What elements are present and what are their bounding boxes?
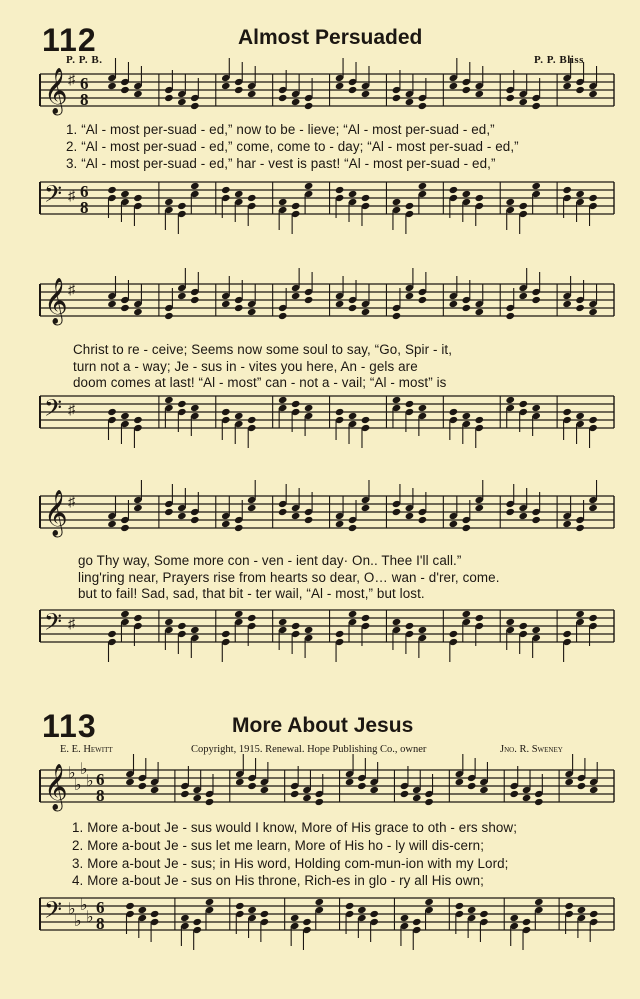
note-head <box>138 906 148 914</box>
flat-icon: ♭ <box>74 777 82 794</box>
bass-clef-icon: 𝄢 <box>44 896 63 929</box>
note-head <box>531 516 541 524</box>
note-head <box>505 198 515 206</box>
note-head <box>290 790 300 798</box>
note-head <box>247 308 257 316</box>
note-head <box>449 82 459 90</box>
note-head <box>304 182 314 190</box>
treble-clef-icon: 𝄞 <box>44 278 68 324</box>
note-head <box>304 626 314 634</box>
note-head <box>479 910 489 918</box>
treble-staff <box>40 754 614 812</box>
note-head <box>392 396 402 404</box>
note-head <box>518 400 528 408</box>
note-head <box>150 910 160 918</box>
note-head <box>348 610 358 618</box>
note-head <box>291 622 301 630</box>
note-head <box>522 918 532 926</box>
note-head <box>361 194 371 202</box>
note-head <box>335 630 345 638</box>
note-head <box>260 910 270 918</box>
note-head <box>133 504 143 512</box>
note-head <box>133 90 143 98</box>
note-head <box>164 94 174 102</box>
music-credit-112: P. P. Bliss <box>534 54 584 66</box>
note-head <box>335 300 345 308</box>
note-head <box>474 614 484 622</box>
note-head <box>505 396 515 404</box>
time-signature-top: 6 <box>96 770 105 789</box>
sharp-icon: ♯ <box>68 283 75 298</box>
note-head <box>302 794 312 802</box>
note-head <box>278 94 288 102</box>
time-signature-bottom: 8 <box>80 198 89 217</box>
verse-2-line-4: 2. More a-bout Je - sus let me learn, More of His ho - ly will dis-cern; <box>72 838 485 853</box>
note-head <box>474 308 484 316</box>
note-head <box>361 90 371 98</box>
note-head <box>177 400 187 408</box>
note-head <box>361 308 371 316</box>
note-head <box>509 914 519 922</box>
note-head <box>177 292 187 300</box>
note-head <box>562 300 572 308</box>
note-head <box>314 898 324 906</box>
note-head <box>348 190 358 198</box>
note-head <box>235 902 245 910</box>
flat-icon: ♭ <box>86 773 94 790</box>
note-head <box>304 296 314 304</box>
note-head <box>562 630 572 638</box>
note-head <box>221 520 231 528</box>
verse-2-line-3: ling'ring near, Prayers rise from hearts so dear, O… wan - d'rer, come. <box>78 570 500 585</box>
note-head <box>455 778 465 786</box>
note-head <box>164 198 174 206</box>
bass-staff <box>40 896 614 950</box>
note-head <box>474 90 484 98</box>
note-head <box>234 190 244 198</box>
note-head <box>424 898 434 906</box>
note-head <box>120 86 130 94</box>
note-head <box>412 918 422 926</box>
flat-icon: ♭ <box>74 913 82 930</box>
note-head <box>335 82 345 90</box>
hymn-number-113: 113 <box>42 708 97 744</box>
note-head <box>120 190 130 198</box>
note-head <box>291 512 301 520</box>
note-head <box>405 400 415 408</box>
note-head <box>531 626 541 634</box>
note-head <box>467 906 477 914</box>
note-head <box>505 618 515 626</box>
note-head <box>361 416 371 424</box>
note-head <box>361 614 371 622</box>
verse-2-line-2: turn not a - way; Je - sus in - vites you here, An - gels are <box>73 359 418 374</box>
note-head <box>589 786 599 794</box>
note-head <box>462 524 472 532</box>
note-head <box>133 614 143 622</box>
note-head <box>562 520 572 528</box>
note-head <box>192 918 202 926</box>
bass-clef-icon: 𝄢 <box>44 180 63 213</box>
note-head <box>205 898 215 906</box>
note-head <box>418 296 428 304</box>
note-head <box>348 412 358 420</box>
verse-1-line-2: Christ to re - ceive; Seems now some soul to say, “Go, Spir - it, <box>73 342 453 357</box>
note-head <box>120 304 130 312</box>
note-head <box>278 312 288 320</box>
note-head <box>150 786 160 794</box>
note-head <box>234 412 244 420</box>
note-head <box>518 98 528 106</box>
note-head <box>449 186 459 194</box>
note-head <box>235 778 245 786</box>
verse-1-line-4: 1. More a-bout Je - sus would I know, More of His grace to oth - ers show; <box>72 820 518 835</box>
note-head <box>392 312 402 320</box>
note-head <box>534 798 544 806</box>
note-head <box>345 902 355 910</box>
note-head <box>133 416 143 424</box>
note-head <box>348 524 358 532</box>
note-head <box>190 102 200 110</box>
note-head <box>190 626 200 634</box>
sharp-icon: ♯ <box>68 73 75 88</box>
note-head <box>107 408 117 416</box>
note-head <box>278 508 288 516</box>
note-head <box>357 906 367 914</box>
note-head <box>335 408 345 416</box>
note-head <box>531 404 541 412</box>
note-head <box>247 782 257 790</box>
note-head <box>247 194 257 202</box>
note-head <box>304 102 314 110</box>
note-head <box>247 90 257 98</box>
note-head <box>474 194 484 202</box>
note-head <box>234 86 244 94</box>
note-head <box>534 898 544 906</box>
note-head <box>522 794 532 802</box>
time-signature-top: 6 <box>80 182 89 201</box>
note-head <box>418 102 428 110</box>
note-head <box>462 304 472 312</box>
note-head <box>575 524 585 532</box>
note-head <box>562 408 572 416</box>
flat-icon: ♭ <box>68 765 76 782</box>
time-signature-bottom: 8 <box>96 786 105 805</box>
note-head <box>247 906 257 914</box>
note-head <box>190 182 200 190</box>
note-head <box>418 182 428 190</box>
note-head <box>107 186 117 194</box>
note-head <box>405 292 415 300</box>
note-head <box>247 614 257 622</box>
hymn-number-112: 112 <box>42 22 97 58</box>
note-head <box>575 304 585 312</box>
note-head <box>120 412 130 420</box>
verse-1-line-3: go Thy way, Some more con - ven - ient day· On.. Thee I'll call.” <box>78 553 462 568</box>
time-signature-top: 6 <box>96 898 105 917</box>
note-head <box>345 778 355 786</box>
flat-icon: ♭ <box>86 909 94 926</box>
verse-3-line-2: doom comes at last! “Al - most” can - not a - vail; “Al - most” is <box>73 375 447 390</box>
note-head <box>221 408 231 416</box>
note-head <box>518 622 528 630</box>
words-credit-112: P. P. B. <box>66 54 103 66</box>
verse-3-line-4: 3. More a-bout Je - sus; in His word, Holding com-mun-ion with my Lord; <box>72 856 509 871</box>
sharp-icon: ♯ <box>68 189 75 204</box>
verse-1-line-1: 1. “Al - most per-suad - ed,” now to be - lieve; “Al - most per-suad - ed,” <box>66 122 495 137</box>
music-credit-113: Jno. R. Sweney <box>500 744 563 755</box>
note-head <box>348 86 358 94</box>
note-head <box>467 782 477 790</box>
hymn-title-112: Almost Persuaded <box>238 26 423 49</box>
sharp-icon: ♯ <box>68 403 75 418</box>
note-head <box>588 504 598 512</box>
note-head <box>335 186 345 194</box>
note-head <box>418 404 428 412</box>
note-head <box>518 292 528 300</box>
treble-staff <box>40 58 614 116</box>
sharp-icon: ♯ <box>68 495 75 510</box>
note-head <box>164 508 174 516</box>
note-head <box>588 90 598 98</box>
note-head <box>369 786 379 794</box>
note-head <box>577 782 587 790</box>
note-head <box>125 778 135 786</box>
note-head <box>291 98 301 106</box>
note-head <box>564 902 574 910</box>
note-head <box>304 404 314 412</box>
treble-clef-icon: 𝄞 <box>44 490 68 536</box>
note-head <box>107 520 117 528</box>
time-signature-top: 6 <box>80 74 89 93</box>
note-head <box>291 292 301 300</box>
note-head <box>462 190 472 198</box>
note-head <box>474 416 484 424</box>
note-head <box>392 94 402 102</box>
note-head <box>449 408 459 416</box>
verse-3-line-1: 3. “Al - most per-suad - ed,” har - vest is past! “Al - most per-suad - ed,” <box>66 156 496 171</box>
note-head <box>531 182 541 190</box>
note-head <box>400 790 410 798</box>
note-head <box>290 914 300 922</box>
note-head <box>278 396 288 404</box>
note-head <box>531 296 541 304</box>
note-head <box>575 86 585 94</box>
note-head <box>577 906 587 914</box>
note-head <box>260 786 270 794</box>
note-head <box>278 618 288 626</box>
note-head <box>177 202 187 210</box>
note-head <box>455 902 465 910</box>
bass-clef-icon: 𝄢 <box>44 394 63 427</box>
note-head <box>221 186 231 194</box>
note-head <box>405 512 415 520</box>
note-head <box>335 520 345 528</box>
note-head <box>125 902 135 910</box>
note-head <box>120 524 130 532</box>
note-head <box>424 798 434 806</box>
note-head <box>314 798 324 806</box>
note-head <box>361 504 371 512</box>
time-signature-bottom: 8 <box>96 914 105 933</box>
treble-staff <box>40 268 614 326</box>
note-head <box>107 82 117 90</box>
note-head <box>221 82 231 90</box>
words-credit-113: E. E. Hewitt <box>60 744 113 755</box>
note-head <box>164 618 174 626</box>
note-head <box>205 798 215 806</box>
bass-staff <box>40 608 614 662</box>
note-head <box>369 910 379 918</box>
note-head <box>133 308 143 316</box>
note-head <box>412 794 422 802</box>
note-head <box>531 102 541 110</box>
note-head <box>474 504 484 512</box>
verse-2-line-1: 2. “Al - most per-suad - ed,” come, come to - day; “Al - most per-suad - ed,” <box>66 139 519 154</box>
note-head <box>449 300 459 308</box>
verse-4-line-4: 4. More a-bout Je - sus on His throne, Rich-es in glo - ry all His own; <box>72 873 484 888</box>
note-head <box>462 86 472 94</box>
note-head <box>418 516 428 524</box>
note-head <box>392 618 402 626</box>
note-head <box>192 794 202 802</box>
note-head <box>190 404 200 412</box>
note-head <box>575 190 585 198</box>
note-head <box>120 610 130 618</box>
bass-clef-icon: 𝄢 <box>44 608 63 641</box>
note-head <box>164 312 174 320</box>
copyright-113: Copyright, 1915. Renewal. Hope Publishing Co., owner <box>191 744 427 755</box>
bass-staff <box>40 394 614 448</box>
bass-staff <box>40 180 614 234</box>
note-head <box>505 94 515 102</box>
note-head <box>177 98 187 106</box>
note-head <box>234 524 244 532</box>
note-head <box>575 610 585 618</box>
note-head <box>177 512 187 520</box>
note-head <box>589 910 599 918</box>
note-head <box>234 304 244 312</box>
flat-icon: ♭ <box>80 761 88 778</box>
note-head <box>221 630 231 638</box>
note-head <box>302 918 312 926</box>
note-head <box>564 778 574 786</box>
note-head <box>505 508 515 516</box>
note-head <box>588 416 598 424</box>
note-head <box>221 300 231 308</box>
note-head <box>180 790 190 798</box>
note-head <box>247 504 257 512</box>
note-head <box>291 400 301 408</box>
note-head <box>107 300 117 308</box>
note-head <box>518 202 528 210</box>
verse-3-line-3: but to fail! Sad, sad, that bit - ter wail, “Al - most,” but lost. <box>78 586 425 601</box>
note-head <box>449 630 459 638</box>
note-head <box>405 202 415 210</box>
sharp-icon: ♯ <box>68 617 75 632</box>
note-head <box>509 790 519 798</box>
hymn-title-113: More About Jesus <box>232 714 414 737</box>
flat-icon: ♭ <box>68 901 76 918</box>
note-head <box>418 626 428 634</box>
note-head <box>304 516 314 524</box>
note-head <box>588 308 598 316</box>
note-head <box>180 914 190 922</box>
note-head <box>405 622 415 630</box>
flat-icon: ♭ <box>80 897 88 914</box>
note-head <box>400 914 410 922</box>
note-head <box>177 622 187 630</box>
note-head <box>107 630 117 638</box>
treble-clef-icon: 𝄞 <box>44 68 68 114</box>
note-head <box>392 198 402 206</box>
treble-staff <box>40 480 614 538</box>
note-head <box>164 396 174 404</box>
note-head <box>392 508 402 516</box>
note-head <box>348 304 358 312</box>
note-head <box>291 202 301 210</box>
note-head <box>138 782 148 790</box>
note-head <box>449 520 459 528</box>
note-head <box>234 610 244 618</box>
note-head <box>518 512 528 520</box>
note-head <box>133 194 143 202</box>
treble-clef-icon: 𝄞 <box>44 764 68 810</box>
note-head <box>247 416 257 424</box>
note-head <box>562 82 572 90</box>
note-head <box>562 186 572 194</box>
note-head <box>462 610 472 618</box>
note-head <box>405 98 415 106</box>
note-head <box>479 786 489 794</box>
note-head <box>505 312 515 320</box>
note-head <box>588 194 598 202</box>
note-head <box>190 296 200 304</box>
note-head <box>588 614 598 622</box>
note-head <box>462 412 472 420</box>
time-signature-bottom: 8 <box>80 90 89 109</box>
note-head <box>278 198 288 206</box>
note-head <box>575 412 585 420</box>
note-head <box>190 516 200 524</box>
note-head <box>357 782 367 790</box>
